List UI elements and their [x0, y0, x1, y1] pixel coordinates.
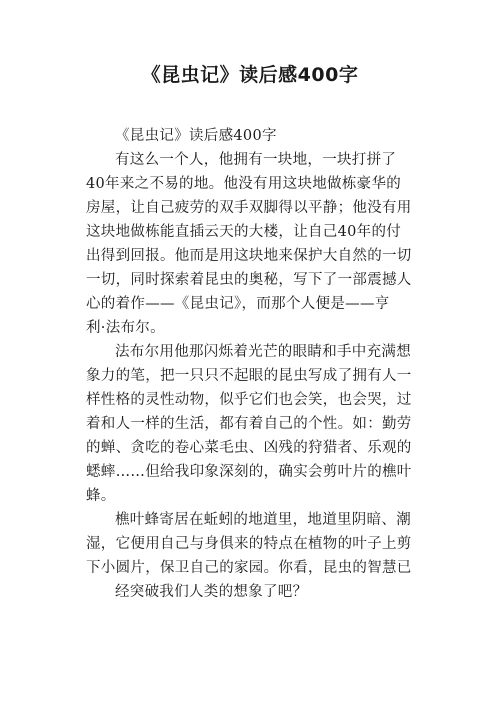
text-line: 《昆虫记》读后感400字 [115, 128, 277, 144]
text-line: 蟋蟀……但给我印象深刻的，确实会剪叶片的樵叶 [86, 464, 412, 480]
text-line: 心的着作——《昆虫记》，而那个人便是——亨 [86, 296, 390, 312]
document-body [86, 124, 414, 604]
text-line: 樵叶蜂寄居在蚯蚓的地道里，地道里阴暗、潮 [115, 512, 411, 528]
text-line: 下小圆片，保卫自己的家园。你看，昆虫的智慧已 [86, 560, 412, 576]
text-line: 的蝉、贪吃的卷心菜毛虫、凶残的狩猎者、乐观的 [86, 440, 412, 456]
text-line: 法布尔用他那闪烁着光芒的眼睛和手中充满想 [115, 344, 411, 360]
text-line: 着和人一样的生活，都有着自己的个性。如：勤劳 [86, 416, 412, 432]
text-line: 40年来之不易的地。他没有用这块地做栋豪华的 [86, 176, 402, 192]
text-line: 象力的笔，把一只只不起眼的昆虫写成了拥有人一 [86, 368, 412, 384]
text-line: 房屋，让自己疲劳的双手双脚得以平静；他没有用 [86, 200, 412, 216]
text-line: 蜂。 [86, 488, 116, 504]
text-line: 出得到回报。他而是用这块地来保护大自然的一切 [86, 248, 412, 264]
text-line: 这块地做栋能直插云天的大楼，让自己40年的付 [86, 224, 402, 240]
text-line: 有这么一个人，他拥有一块地，一块打拼了 [115, 152, 397, 168]
text-line: 利·法布尔。 [86, 320, 165, 336]
text-line: 样性格的灵性动物，似乎它们也会笑，也会哭，过 [86, 392, 412, 408]
text-line: 经突破我们人类的想象了吧？ [115, 584, 308, 600]
text-line: 湿，它便用自己与身俱来的特点在植物的叶子上剪 [86, 536, 412, 552]
text-line: 一切，同时探索着昆虫的奥秘，写下了一部震撼人 [86, 272, 412, 288]
document-title: 《昆虫记》读后感400字 [141, 64, 359, 86]
